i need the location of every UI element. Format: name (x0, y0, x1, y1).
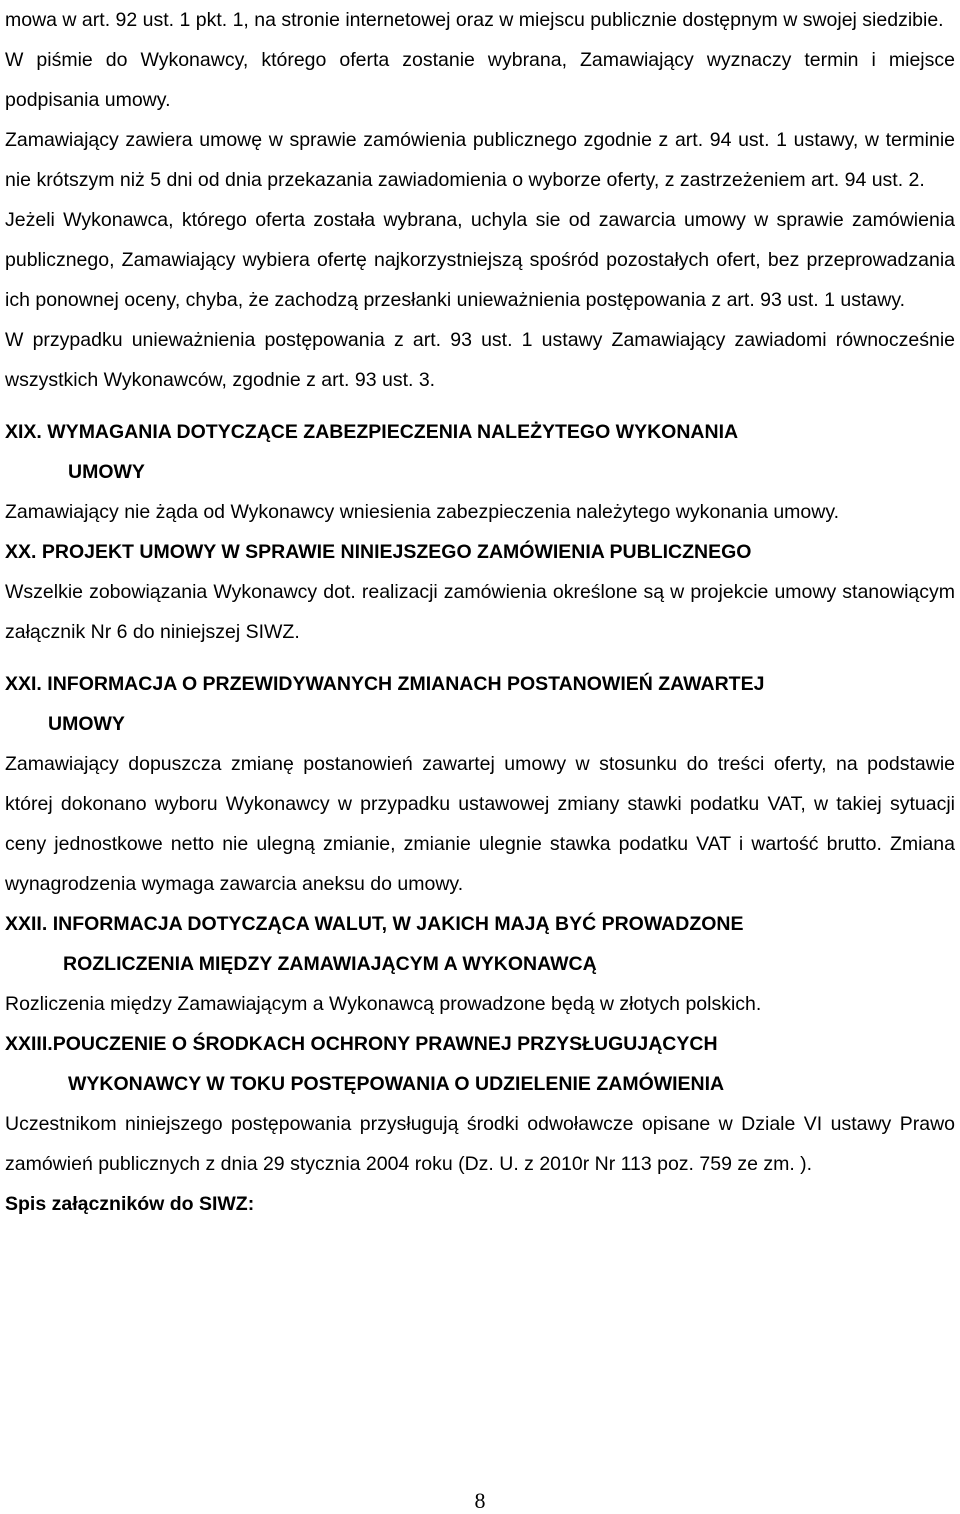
page-number: 8 (474, 1488, 486, 1513)
paragraph-contractor-withdrawal: Jeżeli Wykonawca, którego oferta została wybrana, uchyla sie od zawarcia umowy w sprawie zamówienia publicznego, Zamawiający wybiera ofertę najkorzystniejszą spośród pozostałych ofert, bez przeprowadzania ich ponownej oceny, chyba, że zachodzą przesłanki unieważnienia postępowania z art. 93 ust. 1 ustawy. (5, 209, 955, 311)
section-xxi-heading (5, 664, 955, 744)
section-xx-number: XX. (5, 541, 37, 563)
section-xxi-text: Zamawiający dopuszcza zmianę postanowień zawartej umowy w stosunku do treści oferty, na podstawie której dokonano wyboru Wykonawcy w przypadku ustawowej zmiany stawki podatku VAT, w takiej sytuacji ceny jednostkowe netto nie ulegną zmianie, zmianie ulegnie stawka podatku VAT i wartość brutto. Zmiana wynagrodzenia wymaga zawarcia aneksu do umowy. (5, 753, 955, 895)
attachments-heading: Spis załączników do SIWZ: (5, 1193, 255, 1215)
section-xxi-number: XXI. (5, 673, 42, 695)
section-xxi-title: INFORMACJA O PRZEWIDYWANYCH ZMIANACH POSTANOWIEŃ ZAWARTEJ (41, 673, 765, 695)
section-xx-heading (5, 532, 955, 572)
section-xxiii-heading (5, 1024, 955, 1104)
section-xix-title: WYMAGANIA DOTYCZĄCE ZABEZPIECZENIA NALEŻYTEGO WYKONANIA (41, 421, 739, 443)
section-xxiii-title-cont: WYKONAWCY W TOKU POSTĘPOWANIA O UDZIELENIE ZAMÓWIENIA (68, 1073, 725, 1095)
section-xxiii-text: Uczestnikom niniejszego postępowania przysługują środki odwoławcze opisane w Dziale VI ustawy Prawo zamówień publicznych z dnia 29 stycznia 2004 roku (Dz. U. z 2010r Nr 113 poz. 759 ze zm. ). (5, 1113, 955, 1175)
section-xxii-heading (5, 904, 955, 984)
document-page (5, 0, 955, 1224)
section-xx-title: PROJEKT UMOWY W SPRAWIE NINIEJSZEGO ZAMÓWIENIA PUBLICZNEGO (36, 541, 752, 563)
section-xxii-text: Rozliczenia między Zamawiającym a Wykonawcą prowadzone będą w złotych polskich. (5, 993, 762, 1015)
section-xix-heading (5, 412, 955, 492)
section-xxii-number: XXII. (5, 913, 48, 935)
section-xxii-title-cont: ROZLICZENIA MIĘDZY ZAMAWIAJĄCYM A WYKONAWCĄ (63, 953, 597, 975)
paragraph-publication: mowa w art. 92 ust. 1 pkt. 1, na stronie internetowej oraz w miejscu publicznie dostępnym w swojej siedzibie. (5, 9, 944, 31)
section-xxii-title: INFORMACJA DOTYCZĄCA WALUT, W JAKICH MAJĄ BYĆ PROWADZONE (47, 913, 744, 935)
paragraph-contract-signing: W piśmie do Wykonawcy, którego oferta zostanie wybrana, Zamawiający wyznaczy termin i miejsce podpisania umowy. (5, 49, 955, 111)
section-xix-text: Zamawiający nie żąda od Wykonawcy wniesienia zabezpieczenia należytego wykonania umowy. (5, 501, 840, 523)
section-xix-number: XIX. (5, 421, 42, 443)
paragraph-contract-conclusion: Zamawiający zawiera umowę w sprawie zamówienia publicznego zgodnie z art. 94 ust. 1 ustawy, w terminie nie krótszym niż 5 dni od dnia przekazania zawiadomienia o wyborze oferty, z zastrzeżeniem art. 94 ust. 2. (5, 129, 955, 191)
paragraph-cancellation-notice: W przypadku unieważnienia postępowania z art. 93 ust. 1 ustawy Zamawiający zawiadomi równocześnie wszystkich Wykonawców, zgodnie z art. 93 ust. 3. (5, 329, 955, 391)
section-xix-title-cont: UMOWY (68, 461, 145, 483)
section-xxi-title-cont: UMOWY (48, 713, 125, 735)
section-xx-text: Wszelkie zobowiązania Wykonawcy dot. realizacji zamówienia określone są w projekcie umowy stanowiącym załącznik Nr 6 do niniejszej SIWZ. (5, 581, 955, 643)
section-xxiii-number: XXIII. (5, 1033, 53, 1055)
section-xxiii-title: POUCZENIE O ŚRODKACH OCHRONY PRAWNEJ PRZYSŁUGUJĄCYCH (52, 1033, 718, 1055)
